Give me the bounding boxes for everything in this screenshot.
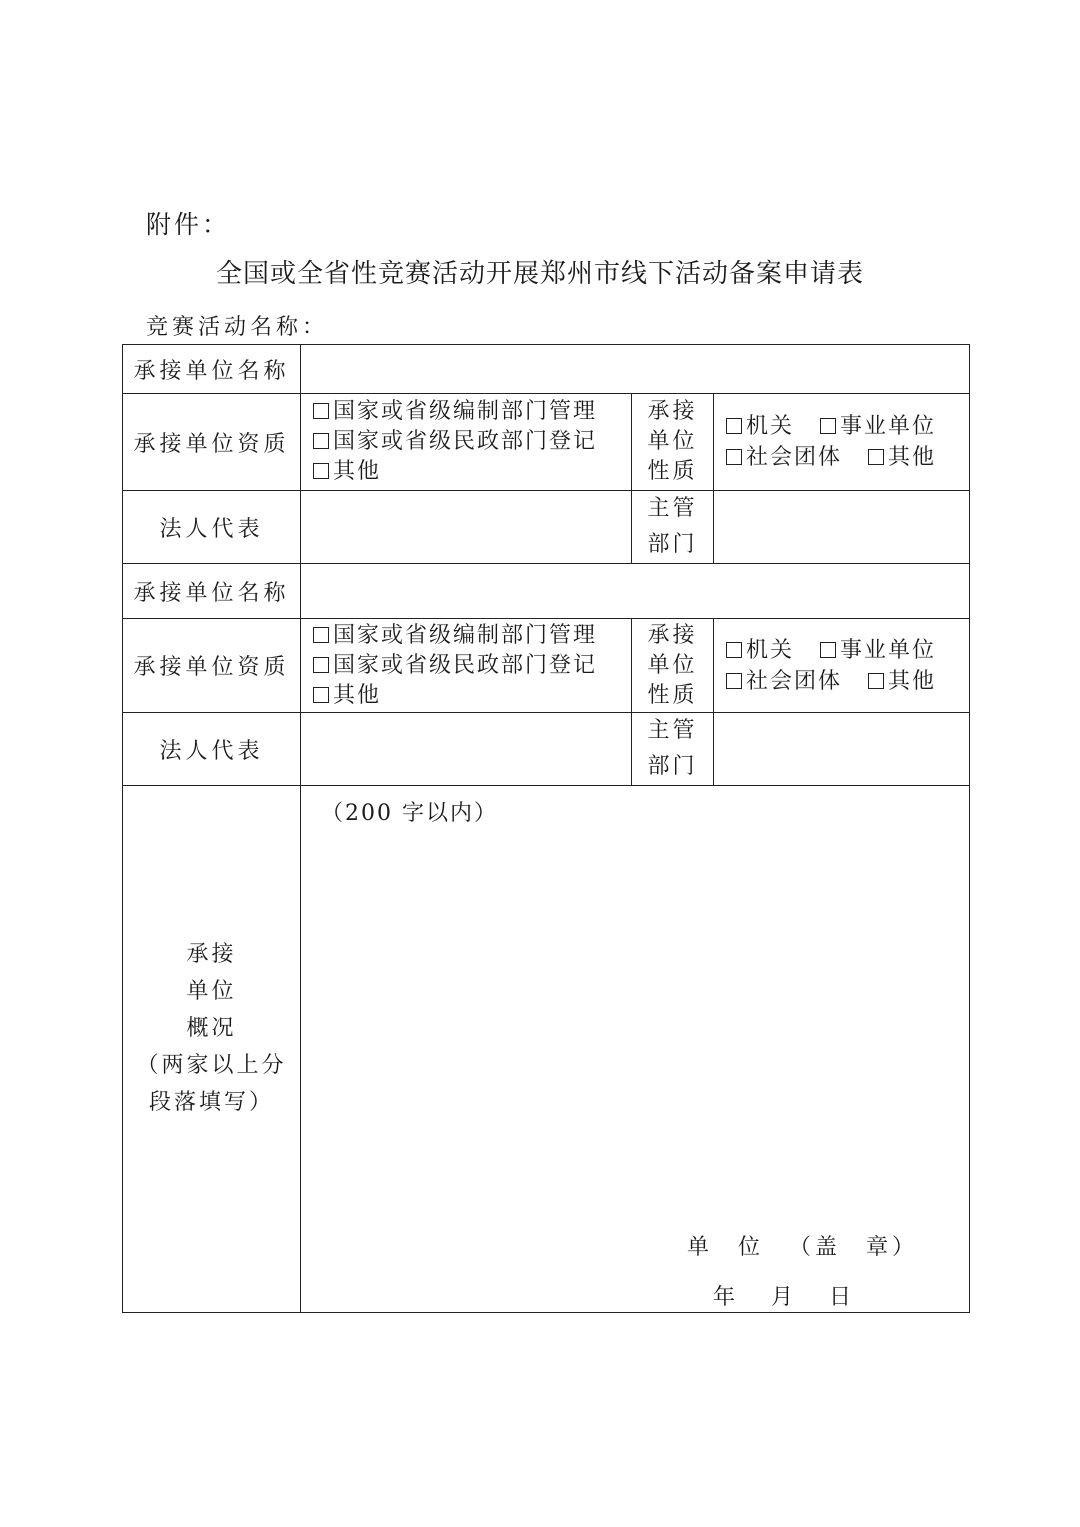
attachment-label: 附件：	[146, 210, 231, 239]
supervisor-field[interactable]	[714, 491, 970, 564]
qualification-option[interactable]: 其他	[313, 681, 631, 711]
nature-option[interactable]: 其他	[868, 442, 936, 473]
nature-option[interactable]: 机关	[726, 411, 794, 442]
nature-option[interactable]: 其他	[868, 666, 936, 697]
supervisor-label: 主管 部门	[632, 713, 714, 786]
checkbox-icon[interactable]	[313, 433, 329, 449]
supervisor-label: 主管 部门	[632, 491, 714, 564]
unit-qualification-label: 承接单位资质	[123, 394, 301, 491]
date-day: 日	[829, 1285, 852, 1310]
qualification-options	[301, 619, 632, 713]
date-year: 年	[713, 1285, 736, 1310]
unit-name-field[interactable]	[301, 345, 970, 394]
checkbox-icon[interactable]	[726, 673, 742, 689]
overview-label: 承接 单位 概况 （两家以上分 段落填写）	[123, 786, 301, 1313]
activity-name-label: 竞赛活动名称：	[146, 315, 329, 340]
legal-rep-field[interactable]	[301, 491, 632, 564]
overview-note: （200 字以内）	[321, 801, 498, 826]
checkbox-icon[interactable]	[726, 449, 742, 465]
nature-options	[714, 619, 970, 713]
qualification-option[interactable]: 国家或省级编制部门管理	[313, 621, 631, 651]
application-form-table	[122, 344, 970, 1313]
nature-option[interactable]: 事业单位	[820, 411, 936, 442]
legal-rep-label: 法人代表	[123, 713, 301, 786]
checkbox-icon[interactable]	[726, 642, 742, 658]
legal-rep-label: 法人代表	[123, 491, 301, 564]
nature-options	[714, 394, 970, 491]
unit-name-field[interactable]	[301, 564, 970, 619]
checkbox-icon[interactable]	[313, 687, 329, 703]
qualification-option[interactable]: 其他	[313, 457, 631, 487]
qualification-option[interactable]: 国家或省级民政部门登记	[313, 427, 631, 457]
seal-line: 单 位 （盖 章）	[687, 1235, 918, 1260]
checkbox-icon[interactable]	[868, 449, 884, 465]
page-title: 全国或全省性竞赛活动开展郑州市线下活动备案申请表	[215, 259, 864, 289]
unit-name-label: 承接单位名称	[123, 564, 301, 619]
checkbox-icon[interactable]	[820, 418, 836, 434]
unit-nature-label: 承接 单位 性质	[632, 619, 714, 713]
checkbox-icon[interactable]	[313, 403, 329, 419]
nature-option[interactable]: 社会团体	[726, 442, 842, 473]
checkbox-icon[interactable]	[726, 418, 742, 434]
supervisor-field[interactable]	[714, 713, 970, 786]
qualification-options	[301, 394, 632, 491]
unit-qualification-label: 承接单位资质	[123, 619, 301, 713]
overview-field[interactable]	[301, 786, 970, 1313]
unit-name-label: 承接单位名称	[123, 345, 301, 394]
qualification-option[interactable]: 国家或省级民政部门登记	[313, 651, 631, 681]
unit-nature-label: 承接 单位 性质	[632, 394, 714, 491]
nature-option[interactable]: 事业单位	[820, 635, 936, 666]
qualification-option[interactable]: 国家或省级编制部门管理	[313, 397, 631, 427]
checkbox-icon[interactable]	[313, 463, 329, 479]
checkbox-icon[interactable]	[313, 627, 329, 643]
nature-option[interactable]: 社会团体	[726, 666, 842, 697]
checkbox-icon[interactable]	[868, 673, 884, 689]
checkbox-icon[interactable]	[313, 657, 329, 673]
date-month: 月	[771, 1285, 794, 1310]
date-line	[713, 1280, 887, 1311]
nature-option[interactable]: 机关	[726, 635, 794, 666]
legal-rep-field[interactable]	[301, 713, 632, 786]
checkbox-icon[interactable]	[820, 642, 836, 658]
